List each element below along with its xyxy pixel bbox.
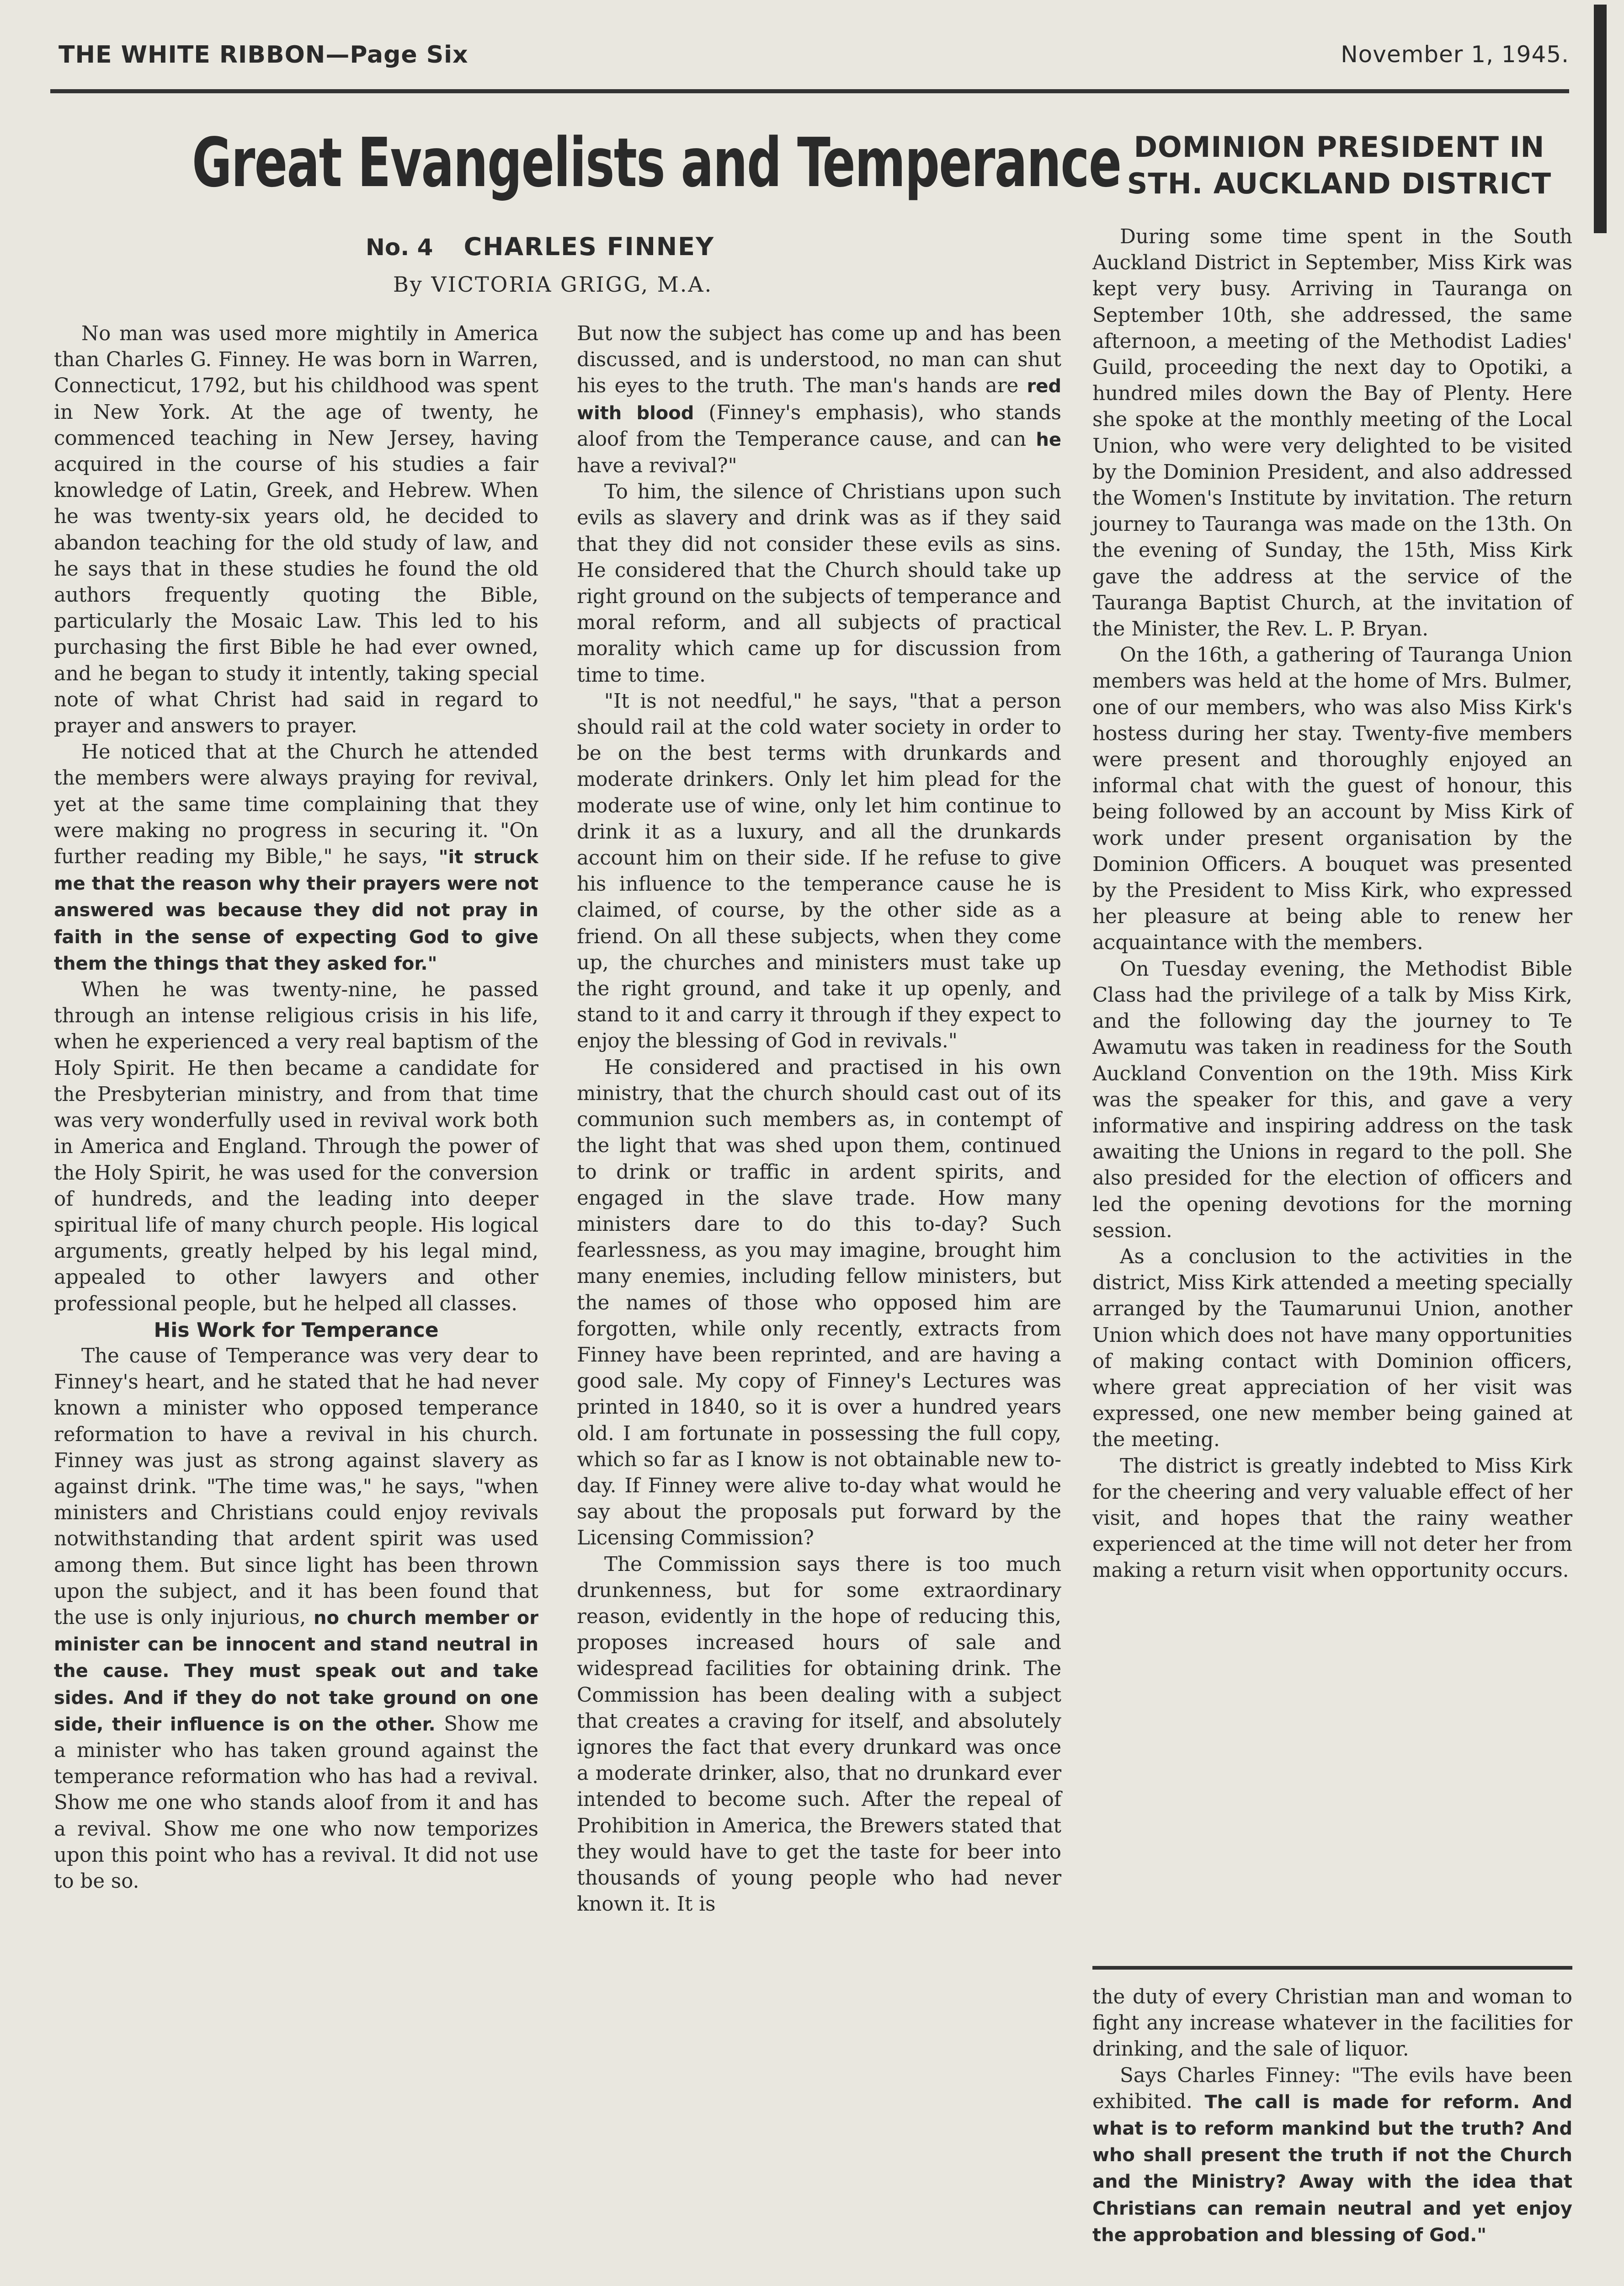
running-head-date: November 1, 1945. <box>1341 41 1569 68</box>
sidebar-paragraph: The district is greatly indebted to Miss Kirk for the cheering and very valuable effect of her visit, and hopes that the rainy weather experienced at the time will not deter her from making a return visit when opportunity occurs. <box>1092 1454 1572 1582</box>
page-edge-shadow <box>1594 5 1607 233</box>
article-paragraph: the duty of every Christian man and woman to fight any increase whatever in the facilities for drinking, and the sale of liquor. <box>1092 1986 1572 2061</box>
sidebar-column <box>1092 224 1572 1584</box>
article-paragraph: To him, the silence of Christians upon such evils as slavery and drink was as if they said that they did not consider these evils as sins. He considered that the Church should take up right ground on the subjects of temperance and moral reform, and all subjects of practical morality which came up for discussion from time to time. <box>577 481 1061 687</box>
article-subhead <box>366 232 714 261</box>
sidebar-paragraph: As a conclusion to the activities in the district, Miss Kirk attended a meeting specially arranged by the Taumarunui Union, another Union which does not have many opportunities of making contact with Dominion officers, where great appreciation of her visit was expressed, one new member being gained at the meeting. <box>1092 1245 1572 1452</box>
article-paragraph: No man was used more mightily in America than Charles G. Finney. He was born in Warren, Connecticut, 1792, but his childhood was spent in New York. At the age of twenty, he commenced teaching in New Jersey, having acquired in the course of his studies a fair knowledge of Latin, Greek, and Hebrew. When he was twenty-six years old, he decided to abandon teaching for the old study of law, and he says that in these studies he found the old authors frequently quoting the Bible, particularly the Mosaic Law. This led to his purchasing the first Bible he had ever owned, and he began to study it intently, taking special note of what Christ had said in regard to prayer and answers to prayer. <box>54 322 538 738</box>
article-subject: CHARLES FINNEY <box>463 232 715 261</box>
article-paragraph: When he was twenty-nine, he passed through an intense religious crisis in his life, when he experienced a very real baptism of the Holy Spirit. He then became a candidate for the Presbyterian ministry, and from that time was very wonderfully used in revival work both in America and England. Through the power of the Holy Spirit, he was used for the conversion of hundreds, and the leading into deeper spiritual life of many church people. His logical arguments, greatly helped by his legal mind, appealed to other lawyers and other professional people, but he helped all classes. <box>54 978 538 1315</box>
article-paragraph: But now the subject has come up and has been discussed, and is understood, no man can shut his eyes to the truth. The man's hands are red with blood (Finney's emphasis), who stands aloof from the Temperance cause, and can he have a revival?" <box>577 322 1062 478</box>
article-paragraph: Says Charles Finney: "The evils have been exhibited. The call is made for reform. And what is to reform mankind but the truth? And who shall present the truth if not the Church and the Ministry? Away with the idea that Christians can remain neutral and yet enjoy the approbation and blessing of God." <box>1092 2064 1572 2246</box>
header-rule <box>50 89 1569 93</box>
article-column-1 <box>54 321 538 1895</box>
sidebar-headline: DOMINION PRESIDENT IN STH. AUCKLAND DISTRICT <box>1127 130 1552 200</box>
sidebar-end-rule <box>1092 1966 1572 1970</box>
article-byline: By VICTORIA GRIGG, M.A. <box>393 272 713 297</box>
article-number: No. 4 <box>366 234 433 261</box>
running-head-left: THE WHITE RIBBON—Page Six <box>59 41 469 69</box>
article-paragraph: "It is not needful," he says, "that a person should rail at the cold water society in order to be on the best terms with drunkards and moderate drinkers. Only let him plead for the moderate use of wine, only let him continue to drink it as a luxury, and all the drunkards account him on their side. If he refuse to give his influence to the temperance cause he is claimed, of course, by the other side as a friend. On all these subjects, when they come up, the churches and ministers must take up the right ground, and take it up openly, and stand to it and carry it through if they expect to enjoy the blessing of God in revivals." <box>577 689 1061 1053</box>
article-continuation <box>1092 1984 1572 2249</box>
article-paragraph: The Commission says there is too much drunkenness, but for some extraordinary reason, evidently in the hope of reducing this, proposes increased hours of sale and widespread facilities for obtaining drink. The Commission has been dealing with a subject that creates a craving for itself, and absolutely ignores the fact that every drunkard was once a moderate drinker, also, that no drunkard ever intended to become such. After the repeal of Prohibition in America, the Brewers stated that they would have to get the taste for beer into thousands of young people who had never known it. It is <box>577 1553 1061 1916</box>
section-heading: His Work for Temperance <box>154 1318 439 1342</box>
sidebar-paragraph: On Tuesday evening, the Methodist Bible Class had the privilege of a talk by Miss Kirk, and the following day the journey to Te Awamutu was taken in readiness for the South Auckland Convention on the 19th. Miss Kirk was the speaker for this, and gave a very informative and inspiring address on the task awaiting the Unions in regard to the poll. She also presided for the election of officers and led the opening devotions for the morning session. <box>1092 957 1572 1242</box>
sidebar-paragraph: During some time spent in the South Auckland District in September, Miss Kirk was kept very busy. Arriving in Tauranga on September 10th, she addressed, the same afternoon, a meeting of the Methodist Ladies' Guild, proceeding the next day to Opotiki, a hundred miles down the Bay of Plenty. Here she spoke at the monthly meeting of the Local Union, who were very delighted to be visited by the Dominion President, and also addressed the Women's Institute by invitation. The return journey to Tauranga was made on the 13th. On the evening of Sunday, the 15th, Miss Kirk gave the address at the service of the Tauranga Baptist Church, at the invitation of the Minister, the Rev. L. P. Bryan. <box>1092 225 1572 641</box>
article-headline: Great Evangelists and Temperance <box>192 123 1121 202</box>
article-paragraph: The cause of Temperance was very dear to Finney's heart, and he stated that he had never known a minister who opposed temperance reformation to have a revival in his church. Finney was just as strong against slavery as against drink. "The time was," he says, "when ministers and Christians could enjoy revivals notwithstanding that ardent spirit was used among them. But since light has been thrown upon the subject, and it has been found that the use is only injurious, no church member or minister can be innocent and stand neutral in the cause. They must speak out and take sides. And if they do not take ground on one side, their influence is on the other. Show me a minister who has taken ground against the temperance reformation who has had a revival. Show me one who stands aloof from it and has a revival. Show me one who now temporizes upon this point who has a revival. It did not use to be so. <box>54 1344 538 1893</box>
sidebar-paragraph: On the 16th, a gathering of Tauranga Union members was held at the home of Mrs. Bulmer, one of our members, who was also Miss Kirk's hostess during her stay. Twenty-five members were present and thoroughly enjoyed an informal chat with the guest of honour, this being followed by an account by Miss Kirk of work under present organisation by the Dominion Officers. A bouquet was presented by the President to Miss Kirk, who expressed her pleasure at being able to renew her acquaintance with the members. <box>1092 644 1572 955</box>
article-paragraph: He noticed that at the Church he attended the members were always praying for revival, yet at the same time complaining that they were making no progress in securing it. "On further reading my Bible," he says, "it struck me that the reason why their prayers were not answered was because they did not pray in faith in the sense of expecting God to give them the things that they asked for." <box>54 741 538 974</box>
article-column-2 <box>577 321 1061 1917</box>
article-paragraph: He considered and practised in his own ministry, that the church should cast out of its communion such members as, in contempt of the light that was shed upon them, continued to drink or traffic in ardent spirits, and engaged in the slave trade. How many ministers dare to do this to-day? Such fearlessness, as you may imagine, brought him many enemies, including fellow ministers, but the names of those who opposed him are forgotten, while only recently, extracts from Finney have been reprinted, and are having a good sale. My copy of Finney's Lectures was printed in 1840, so it is over a hundred years old. I am fortunate in possessing the full copy, which so far as I know is not obtainable new to-day. If Finney were alive to-day what would he say about the proposals put forward by the Licensing Commission? <box>577 1056 1061 1550</box>
